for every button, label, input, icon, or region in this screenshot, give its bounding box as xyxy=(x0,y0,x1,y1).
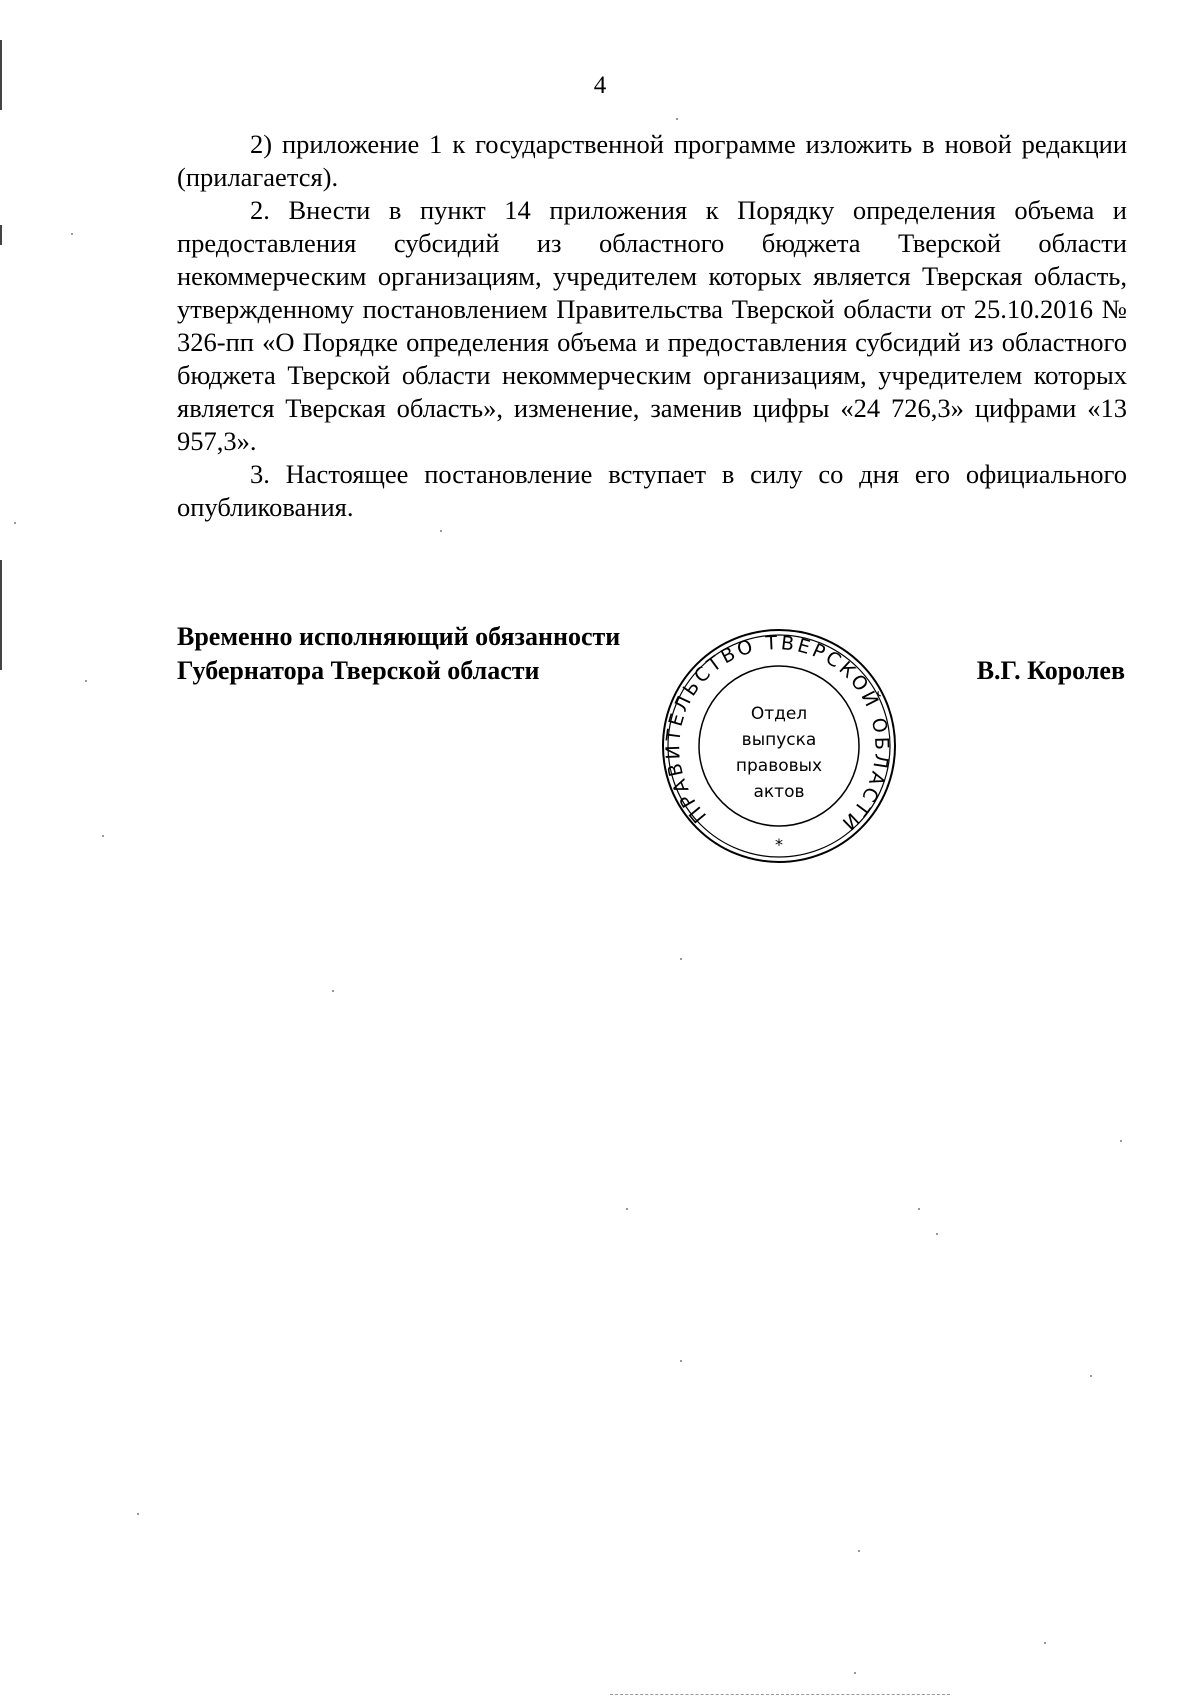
scan-speck xyxy=(332,990,334,992)
scan-speck xyxy=(626,1208,628,1210)
scan-speck xyxy=(854,1672,856,1674)
paragraph-section-2: 2. Внести в пункт 14 приложения к Порядку определения объема и предоставления субсидий из областного бюджета Тверской области некоммерческим организациям, учредителем которых является Тверская область, утвержденному постановлением Правительства Тверской области от 25.10.2016 № 326-пп «О Порядке определения объема и предоставления субсидий из областного бюджета Тверской области некоммерческим организациям, учредителем которых является Тверская область», изменение, заменив цифры «24 726,3» цифрами «13 957,3». xyxy=(177,195,1127,456)
signatory-position-line-2: Губернатора Тверской области xyxy=(177,656,540,685)
scan-speck xyxy=(14,522,16,524)
scan-speck xyxy=(1120,1140,1122,1142)
scan-edge-mark xyxy=(0,225,2,245)
scan-edge-mark xyxy=(0,560,2,670)
stamp-center-line-1: Отдел xyxy=(750,704,808,724)
scan-speck xyxy=(918,1208,920,1210)
scan-speck xyxy=(680,1360,682,1362)
scan-speck xyxy=(440,530,442,532)
scan-speck xyxy=(676,118,678,120)
scan-speck xyxy=(1044,1642,1046,1644)
scan-speck xyxy=(680,958,682,960)
official-stamp xyxy=(659,626,899,866)
signatory-name: В.Г. Королев xyxy=(976,656,1125,685)
stamp-star: * xyxy=(775,835,783,854)
stamp-center-line-2: выпуска xyxy=(741,730,817,750)
paragraph-section-3: 3. Настоящее постановление вступает в силу со дня его официального опубликования. xyxy=(177,459,1127,522)
paragraph-item-2: 2) приложение 1 к государственной программе изложить в новой редакции (прилагается). xyxy=(177,129,1127,192)
scan-speck xyxy=(936,1233,938,1235)
scan-speck xyxy=(137,1513,139,1515)
scan-speck xyxy=(858,1550,860,1552)
scan-speck xyxy=(71,233,73,235)
page-number: 4 xyxy=(593,72,607,99)
scan-speck xyxy=(1090,1375,1092,1377)
scan-speck xyxy=(85,680,87,682)
stamp-ring-text: ПРАВИТЕЛЬСТВО ТВЕРСКОЙ ОБЛАСТИ xyxy=(662,632,893,837)
stamp-center-line-4: актов xyxy=(753,782,805,802)
scan-speck xyxy=(102,835,104,837)
signature-block xyxy=(177,620,1127,688)
signatory-position-line-1: Временно исполняющий обязанности xyxy=(177,622,621,651)
scan-edge-dashes xyxy=(610,1694,950,1695)
document-body xyxy=(177,128,1127,524)
stamp-center-line-3: правовых xyxy=(735,756,823,776)
